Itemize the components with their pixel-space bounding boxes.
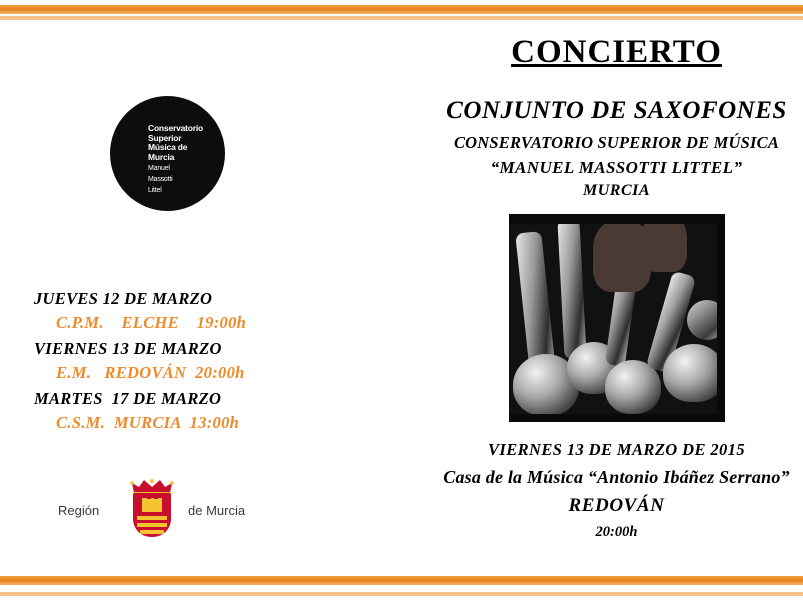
sax-body: [557, 219, 586, 360]
schedule-date: VIERNES 13 DE MARZO: [34, 339, 222, 358]
logo-sub-3: Littel: [148, 187, 162, 194]
conservatory-line: CONSERVATORIO SUPERIOR DE MÚSICA: [453, 133, 780, 152]
bottom-decorative-bar: [0, 576, 803, 585]
conservatory-city: MURCIA: [582, 182, 651, 199]
schedule-venue: C.P.M. ELCHE 19:00h: [56, 313, 247, 332]
conservatory-proper-name: “MANUEL MASSOTTI LITTEL”: [490, 158, 743, 177]
logo-line-4: Murcia: [148, 151, 175, 162]
castle-glyph: [142, 498, 162, 512]
event-city: REDOVÁN: [568, 495, 665, 516]
event-time: 20:00h: [595, 524, 638, 540]
tour-schedule-list: [34, 289, 424, 439]
shield-bar: [137, 523, 167, 527]
schedule-venue: C.S.M. MURCIA 13:00h: [56, 413, 240, 432]
bottom-decorative-bar-secondary: [0, 592, 803, 596]
logo-sub-1: Manuel: [148, 165, 170, 172]
event-date: VIERNES 13 DE MARZO DE 2015: [488, 440, 745, 459]
castle-crenel: [154, 494, 158, 499]
logo-line-2: Superior: [148, 132, 182, 143]
top-decorative-bar: [0, 5, 803, 14]
sax-bell: [663, 344, 725, 402]
logo-line-1: Conservatorio: [148, 123, 204, 133]
photo-shadow: [717, 214, 725, 422]
schedule-date: MARTES 17 DE MARZO: [34, 389, 222, 408]
shield-bar: [140, 530, 164, 534]
photo-shadow: [509, 414, 725, 422]
left-column: [0, 24, 430, 577]
photo-shadow: [509, 214, 725, 224]
shield-bar: [137, 516, 167, 520]
logo-line-3: Música de: [148, 142, 188, 152]
poster-content: [0, 24, 803, 577]
murcia-shield-icon: [133, 493, 171, 537]
region-logo-label-right: de Murcia: [188, 503, 246, 518]
schedule-venue: E.M. REDOVÁN 20:00h: [56, 363, 245, 382]
saxophones-photo: [509, 214, 725, 422]
logo-sub-2: Massotti: [148, 176, 173, 183]
poster-title: CONCIERTO: [511, 34, 722, 70]
right-column: [430, 24, 803, 577]
top-decorative-bar-secondary: [0, 16, 803, 20]
castle-crenel: [147, 494, 151, 499]
region-de-murcia-logo: [58, 479, 258, 539]
region-logo-label-left: Región: [58, 503, 100, 518]
conservatory-logo-text: [148, 124, 228, 195]
schedule-date: JUEVES 12 DE MARZO: [34, 289, 213, 308]
event-venue: Casa de la Música “Antonio Ibáñez Serrano”: [443, 467, 790, 487]
ensemble-name: CONJUNTO DE SAXOFONES: [446, 97, 787, 124]
